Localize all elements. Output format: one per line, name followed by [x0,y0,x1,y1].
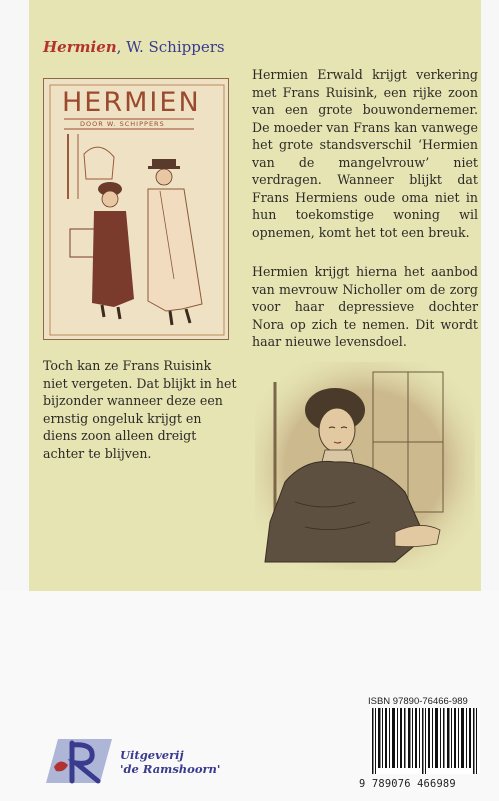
isbn-label: ISBN 97890-76466-989 [368,696,468,707]
blurb-text: Hermien krijgt hierna het aanbod van mevrouw Nicholler om de zorg voor haar depressieve dochter Nora op zich te nemen. Dit wordt haar nieuwe levensdoel. [252,264,478,349]
blurb-paragraph-1 [252,66,478,241]
barcode-number: 9 789076 466989 [359,778,456,790]
author-name: , W. Schippers [116,38,225,56]
publisher-logo [46,737,114,785]
book-title: Hermien [43,38,117,56]
portrait-illustration [255,362,475,570]
cover-byline: DOOR W. SCHIPPERS [80,120,165,128]
blurb-text: Hermien Erwald krijgt verkering met Frans Ruisink, een rijke zoon van een grote bouwondernemer. De moeder van Frans kan vanwege het grote standsverschil ‘Hermien van de mangelvrouw’ niet verdragen. Wanneer blijkt dat Frans Hermiens oude oma niet in hun toekomstige woning wil opnemen, komt het tot een breuk. [252,67,478,240]
cover-thumbnail [43,78,229,340]
publisher-name-line2: 'de Ramshoorn' [120,762,221,776]
cover-illustration [44,79,229,340]
cover-title: HERMIEN [62,87,201,118]
title-author-line [43,38,225,56]
blurb-text: Toch kan ze Frans Ruisink niet vergeten. Dat blijkt in het bijzonder wanneer deze een ernstig ongeluk krijgt en diens zoon alleen dreigt achter te blijven. [43,358,237,461]
publisher-name-line1: Uitgeverij [120,748,184,762]
blurb-paragraph-3 [43,357,239,462]
blurb-paragraph-2 [252,263,478,351]
barcode [370,708,480,774]
